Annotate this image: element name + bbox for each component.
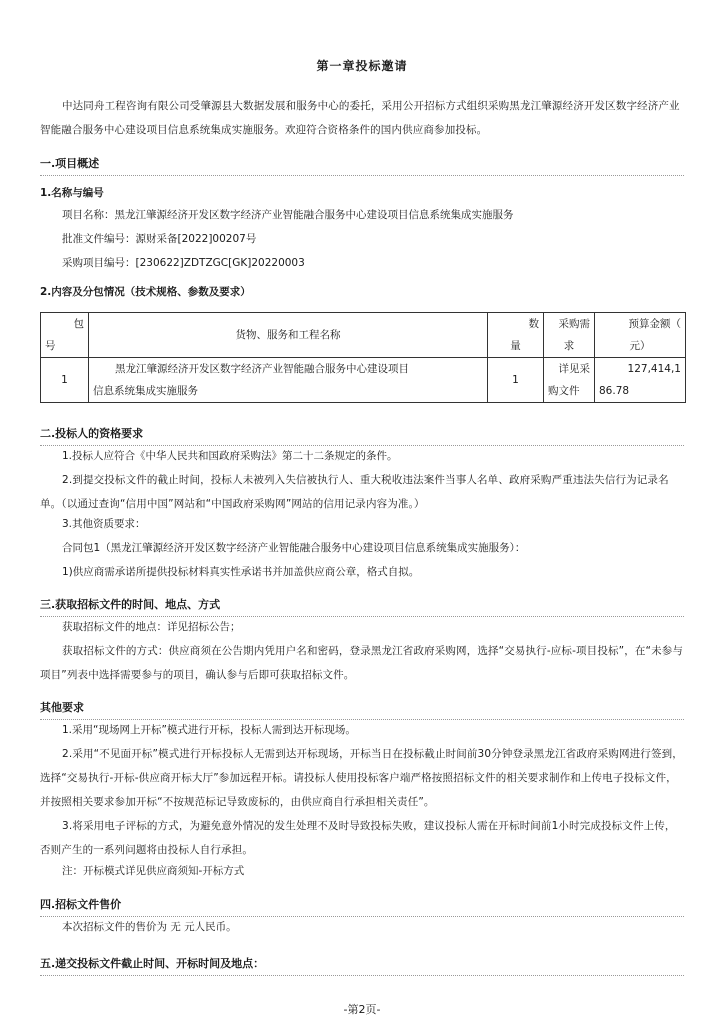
section3-heading: 三.获取招标文件的时间、地点、方式 xyxy=(40,598,221,611)
package-requirement: 1)供应商需承诺所提供投标材料真实性承诺书并加盖供应商公章，格式自拟。 xyxy=(62,566,420,578)
intro-paragraph: 中达同舟工程咨询有限公司受肇源县大数据发展和服务中心的委托，采用公开招标方式组织采购黑龙江肇源经济开发区数字经济产业智能融合服务中心建设项目信息系统集成实施服务。欢迎符合资格条件的国内供应商参加投标。 xyxy=(40,100,680,136)
section1-heading: 一.项目概述 xyxy=(40,157,100,170)
section-divider xyxy=(40,445,684,446)
section-divider xyxy=(40,916,684,917)
document-price: 本次招标文件的售价为 无 元人民币。 xyxy=(62,921,237,933)
other-item-2: 2.采用“不见面开标”模式进行开标投标人无需到达开标现场，开标当日在投标截止时间前30分钟登录黑龙江省政府采购网进行签到，选择“交易执行-开标-供应商开标大厅”参加远程开标。请投标人使用投标客户端严格按照招标文件的相关要求制作和上传电子投标文件，并按照相关要求参加开标“不按规范标记导致废标的，由供应商自行承担相关责任”。 xyxy=(40,748,683,808)
section-divider xyxy=(40,616,684,617)
obtain-method: 获取招标文件的方式：供应商须在公告期内凭用户名和密码，登录黑龙江省政府采购网，选择“交易执行-应标-项目投标”，在“未参与项目”列表中选择需要参与的项目，确认参与后即可获取招标文件。 xyxy=(40,645,684,681)
table-header-row xyxy=(41,313,686,358)
table-row xyxy=(41,358,686,403)
purchase-number: 采购项目编号：[230622]ZDTZGC[GK]20220003 xyxy=(62,257,305,269)
cell-package-no: 1 xyxy=(41,358,89,403)
section4-heading: 四.招标文件售价 xyxy=(40,898,122,911)
section-divider xyxy=(40,975,684,976)
obtain-place: 获取招标文件的地点：详见招标公告； xyxy=(62,621,241,633)
qualification-item-2: 2.到提交投标文件的截止时间，投标人未被列入失信被执行人、重大税收违法案件当事人名单、政府采购严重违法失信行为记录名单。（以通过查询“信用中国”网站和“中国政府采购网”网站的信用记录内容为准。） xyxy=(40,474,669,510)
cell-budget: 127,414,1 86.78 xyxy=(595,358,686,403)
section-divider xyxy=(40,719,684,720)
other-item-1: 1.采用“现场网上开标”模式进行开标，投标人需到达开标现场。 xyxy=(62,724,356,736)
cell-quantity: 1 xyxy=(488,358,544,403)
other-item-3: 3.将采用电子评标的方式，为避免意外情况的发生处理不及时导致投标失败，建议投标人需在开标时间前1小时完成投标文件上传，否则产生的一系列问题将由投标人自行承担。 xyxy=(40,820,676,856)
qualification-item-3: 3.其他资质要求： xyxy=(62,518,146,530)
section-divider xyxy=(40,175,684,176)
package-table xyxy=(40,312,686,403)
header-quantity: 数 量 xyxy=(488,313,544,358)
section2-heading: 二.投标人的资格要求 xyxy=(40,427,144,440)
contract-package: 合同包1（黑龙江肇源经济开发区数字经济产业智能融合服务中心建设项目信息系统集成实施服务）： xyxy=(62,542,526,554)
project-name: 项目名称：黑龙江肇源经济开发区数字经济产业智能融合服务中心建设项目信息系统集成实施服务 xyxy=(62,209,514,221)
header-package-no: 包 号 xyxy=(41,313,89,358)
header-goods: 货物、服务和工程名称 xyxy=(89,313,488,358)
approval-number: 批准文件编号：源财采备[2022]00207号 xyxy=(62,233,257,245)
subsection-name-heading: 1.名称与编号 xyxy=(40,187,104,199)
header-requirements: 采购需 求 xyxy=(544,313,595,358)
qualification-item-1: 1.投标人应符合《中华人民共和国政府采购法》第二十二条规定的条件。 xyxy=(62,450,398,462)
page-number: -第2页- xyxy=(343,1003,381,1016)
opening-note: 注：开标模式详见供应商须知-开标方式 xyxy=(62,865,245,877)
header-budget: 预算金额（ 元） xyxy=(595,313,686,358)
subsection-content-heading: 2.内容及分包情况（技术规格、参数及要求） xyxy=(40,286,251,298)
cell-goods: 黑龙江肇源经济开发区数字经济产业智能融合服务中心建设项目 信息系统集成实施服务 xyxy=(89,358,488,403)
page-title: 第一章投标邀请 xyxy=(316,59,408,73)
cell-requirements: 详见采 购文件 xyxy=(544,358,595,403)
other-requirements-heading: 其他要求 xyxy=(40,701,84,714)
section5-heading: 五.递交投标文件截止时间、开标时间及地点： xyxy=(40,957,265,970)
